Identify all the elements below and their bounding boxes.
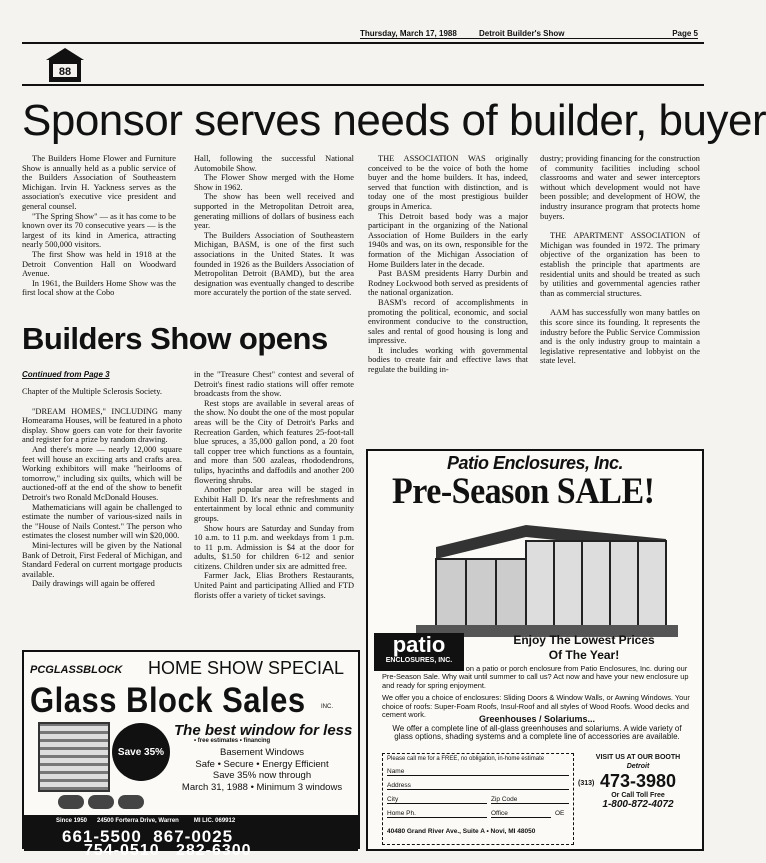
paragraph: The Flower Show merged with the Home Show in 1962. bbox=[194, 173, 354, 192]
ad-inc: INC. bbox=[321, 704, 333, 710]
booth-info bbox=[578, 753, 698, 809]
glass-block-window-image bbox=[38, 722, 110, 792]
paragraph: AAM has successfully won many battles on this score since its founding. It represents the industry before the Public Service Commission and is the only industry group to maintain a legislative representative and lobbyist on the state level. bbox=[540, 308, 700, 366]
paragraph: Daily drawings will again be offered bbox=[32, 579, 155, 589]
paragraph: THE ASSOCIATION WAS originally conceived to be the voice of both the home buyer and the home builders. It has, indeed, served that function with distinction, and is today one of the most prestigious builder groups in America. bbox=[368, 154, 528, 211]
greenhouse-text: We offer a complete line of all-glass greenhouses and solariums. A wide variety of glass options, shading systems and a complete line of accessories are available. bbox=[392, 723, 682, 742]
slogan-line: Enjoy The Lowest Prices bbox=[513, 633, 655, 647]
save-badge: Save 35% bbox=[112, 723, 170, 781]
paragraph: In 1961, the Builders Home Show was the first local show at the Cobo bbox=[22, 278, 176, 298]
ad-detail-line: Safe • Secure • Energy Efficient bbox=[195, 758, 329, 770]
ad-paragraph: Save hundreds of dollars on a patio or porch enclosure from Patio Enclosures, Inc. during our Pre-Season Sale. Why wait until summer to call us? Act now and have your new enclosure up and ready for spring enjoyment. bbox=[382, 664, 689, 690]
booth-city: Detroit bbox=[626, 763, 650, 770]
office-field-label: Office bbox=[491, 810, 551, 818]
tollfree-number: 1-800-872-4072 bbox=[602, 799, 674, 810]
paragraph: Chapter of the Multiple Sclerosis Society. bbox=[22, 387, 162, 396]
ad-slogan bbox=[474, 633, 694, 663]
paragraph: THE APARTMENT ASSOCIATION of Michigan was founded in 1972. The primary objective of the organization has been to establish the principle that apartments are residential units and should be treated as such by utilities and governmental agencies rather than as commercial structures. bbox=[540, 231, 700, 298]
partner-logos bbox=[58, 795, 144, 809]
article1-col4 bbox=[540, 154, 700, 366]
ad-paragraph: We offer you a choice of enclosures: Sliding Doors & Window Walls, or Awning Windows. Your choice of roofs: Super-Foam Roofs, Insul-Roof and all styles of Wood Roofs. Wood decks and cement work. bbox=[382, 693, 690, 720]
page-headline: Sponsor serves needs of builder, buyer bbox=[22, 96, 766, 145]
paragraph: in the "Treasure Chest" contest and several of Detroit's finest radio stations will offer remote broadcasts from the show. bbox=[194, 370, 354, 399]
ad-details bbox=[174, 747, 350, 793]
article2-col1 bbox=[22, 370, 182, 589]
booth-label: VISIT US AT OUR BOOTH bbox=[595, 754, 681, 761]
ad-detail-line: Save 35% now through bbox=[212, 770, 312, 781]
paragraph: The Builders Association of Southeastern Michigan, BASM, is one of the first such associations in the United States. It was founded in 1926 as the Builders Association of Metropolitan Detroit (BAMD), but the area designation was eventually changed to describe more accurately the portion of the state served. bbox=[194, 230, 354, 298]
tollfree-label: Or Call Toll Free bbox=[611, 792, 665, 799]
header-section: Detroit Builder's Show bbox=[479, 29, 565, 38]
header-page: Page 5 bbox=[672, 29, 698, 38]
subheadline: Builders Show opens bbox=[22, 321, 328, 356]
paragraph: Hall, following the successful National Automobile Show. bbox=[194, 154, 354, 173]
patio-enclosures-ad bbox=[366, 449, 704, 851]
greenhouse-section bbox=[382, 715, 692, 742]
home-phone-field-label: Home Ph. bbox=[387, 810, 487, 818]
paragraph: Mathematicians will again be challenged to estimate the number of various-sized nails in the "House of Nails Contest." The person who estimates the closest number will win $20,000. bbox=[22, 502, 182, 541]
area-code: (313) bbox=[578, 780, 595, 787]
ad-estimates: • free estimates • financing bbox=[194, 738, 271, 744]
paragraph: The show has been well received and supported in the Metropolitan Detroit area, generating millions of dollars of business each year. bbox=[194, 192, 354, 231]
article1-col2 bbox=[194, 154, 354, 298]
paragraph: "The Spring Show" — as it has come to be known over its 70 consecutive years — is the largest of its kind in America, attracting nearly 500,000 visitors. bbox=[22, 211, 176, 250]
ad-company: Patio Enclosures, Inc. bbox=[446, 453, 624, 473]
ad-special: HOME SHOW SPECIAL bbox=[148, 658, 345, 678]
coupon-address: 40480 Grand River Ave., Suite A • Novi, MI 48050 bbox=[387, 828, 536, 835]
estimate-coupon bbox=[382, 753, 574, 845]
name-field-label: Name bbox=[387, 768, 569, 776]
patio-enclosure-illustration bbox=[416, 517, 678, 637]
coupon-heading: Please call me for a FREE, no obligation, in-home estimate bbox=[387, 756, 545, 762]
oe-label: OE bbox=[555, 810, 565, 817]
continued-label: Continued from Page 3 bbox=[22, 370, 110, 379]
top-rule bbox=[22, 42, 704, 44]
header-date: Thursday, March 17, 1988 bbox=[360, 29, 457, 38]
logo-main: patio bbox=[392, 632, 446, 657]
paragraph: This Detroit based body was a major participant in the organizing of the National Association of Home Builders in the early 1940s and was, on its own, responsible for the formation of the Michigan Association of Home Builders later in the decade. bbox=[368, 211, 528, 269]
paragraph: BASM's record of accomplishments in promoting the political, economic, and social environment conducive to the construction, sales and rental of good housing is long and impressive. bbox=[368, 297, 528, 346]
ad-detail-line: Basement Windows bbox=[220, 747, 304, 758]
ad-headline: Pre-Season SALE! bbox=[392, 471, 655, 512]
article1-col3 bbox=[368, 154, 528, 375]
paragraph: Past BASM presidents Harry Durbin and Rodney Lockwood both served as presidents of the national organization. bbox=[368, 269, 528, 298]
glass-block-ad bbox=[22, 650, 360, 859]
city-field-label: City bbox=[387, 796, 487, 804]
page-header bbox=[360, 29, 698, 39]
phone-banner bbox=[24, 815, 358, 859]
section-rule bbox=[22, 84, 704, 86]
greenhouse-title: Greenhouses / Solariums... bbox=[478, 714, 596, 724]
address-field-label: Address bbox=[387, 782, 569, 790]
article1-col1 bbox=[22, 154, 176, 298]
paragraph: dustry; providing financing for the construction of community facilities including school classrooms and water and sewer interceptors without which development would not have been possible; and development of HOW, the industry insurance program that protects home buyers. bbox=[540, 154, 700, 221]
slogan-line: Of The Year! bbox=[548, 648, 620, 662]
ad-address: Since 1950 24500 Forterra Drive, Warren MI LIC. 069912 bbox=[56, 818, 236, 824]
paragraph: Rest stops are available in several areas of the show. No doubt the one of the most popular areas will be the City of Detroit's Parks and Recreation Garden, which features 25-foot-tall blue spruces, a 35,000 gallon pond, a 20 foot tall copper tree which functions as a fountain, and more than 500 azaleas, rhododendrons, tulips, hyacinths and daffodils and another 200 flowering shrubs. bbox=[194, 398, 354, 485]
paragraph: It includes working with governmental bodies to create fair and effective laws that regulate the building in- bbox=[368, 345, 528, 375]
paragraph: The Builders Home Flower and Furniture Show is annually held as a public service of the Builders Association of Southeastern Michigan. Irvin H. Yackness serves as the association's executive vice president and general counsel. bbox=[22, 154, 176, 211]
ad-title: Glass Block Sales bbox=[30, 680, 306, 721]
paragraph: Mini-lectures will be given by the National Bank of Detroit, First Federal of Michigan, and Standard Federal on current mortgage products available. bbox=[22, 540, 182, 579]
zip-field-label: Zip Code bbox=[491, 796, 569, 804]
phone-number: 473-3980 bbox=[599, 771, 677, 791]
logo-year: 88 bbox=[58, 66, 72, 78]
ad-tagline: The best window for less bbox=[174, 722, 353, 739]
paragraph: And there's more — nearly 12,000 square feet will house an exciting arts and crafts area. Working exhibitors will make "heirlooms of tomorrow," including six quilts, which will be auctioned-off at the end of the show to benefit Detroit's two Ronald McDonald Houses. bbox=[22, 444, 182, 502]
phone-numbers: 754-0510 282-6300 bbox=[84, 842, 252, 859]
ad-brand: PCGLASSBLOCK bbox=[30, 664, 123, 676]
phone-numbers: 661-5500 867-0025 bbox=[62, 827, 234, 846]
paragraph: Farmer Jack, Elias Brothers Restaurants, United Paint and participating Allied and FTD florists offer a variety of ticket savings. bbox=[194, 571, 354, 600]
paragraph: Show hours are Saturday and Sunday from 10 a.m. to 11 p.m. and weekdays from 1 p.m. to 11 p.m. Admission is $4 at the door for adults, $1.50 for children 6-12 and senior citizens. Children under six are admitted free. bbox=[194, 523, 354, 571]
logo-sub: ENCLOSURES, INC. bbox=[385, 657, 453, 664]
paragraph: "DREAM HOMES," INCLUDING many Homearama Houses, will be featured in a photo display. Show goers can vote for their favorite and register for a prize by random drawing. bbox=[22, 406, 183, 445]
paragraph: Another popular area will be staged in Exhibit Hall D. It's near the refreshments and entertainment by local ethnic and community groups. bbox=[194, 485, 354, 523]
article2-col2 bbox=[194, 370, 354, 600]
house-logo-icon bbox=[44, 46, 86, 82]
ad-detail-line: March 31, 1988 • Minimum 3 windows bbox=[181, 781, 343, 793]
paragraph: The first Show was held in 1918 at the Detroit Convention Hall on Woodward Avenue. bbox=[22, 249, 176, 279]
